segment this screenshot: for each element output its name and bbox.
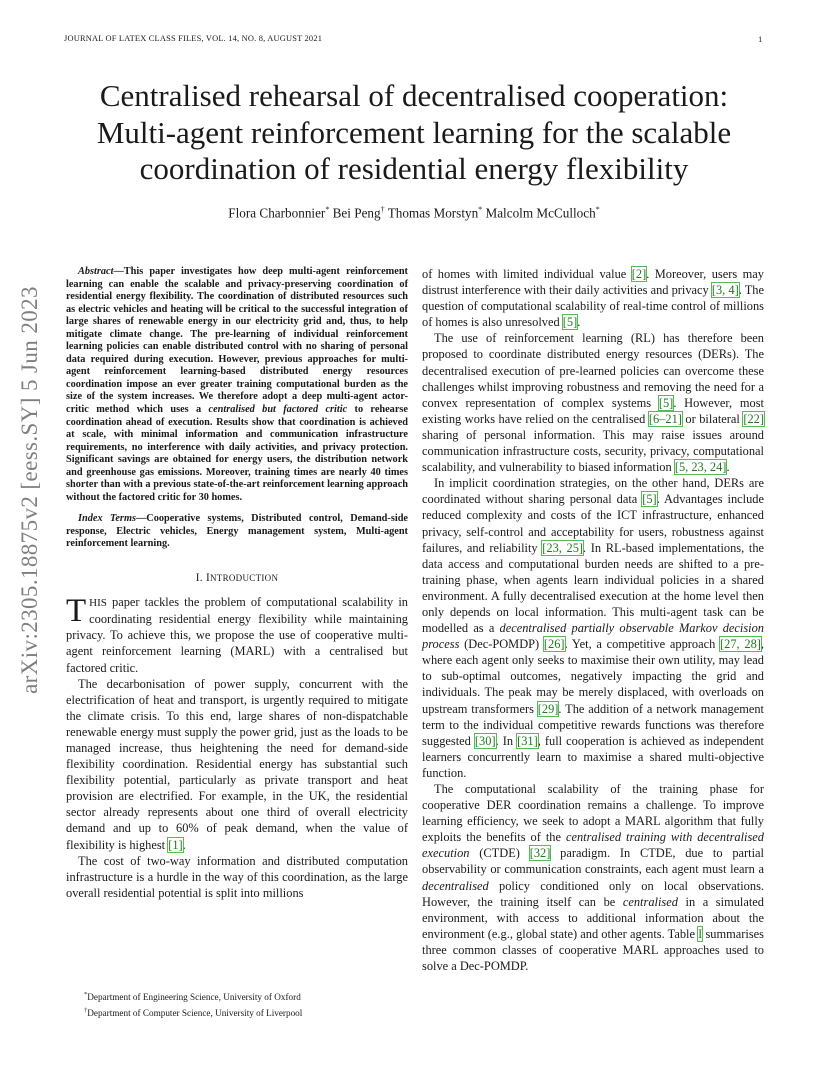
paper-title xyxy=(40,78,788,188)
paragraph-text: . xyxy=(726,460,730,475)
title-line-3: coordination of residential energy flexibility xyxy=(139,151,689,186)
index-terms-label: Index Terms xyxy=(78,513,136,525)
citation-link[interactable]: [32] xyxy=(529,846,551,861)
author-name: Bei Peng xyxy=(332,205,381,221)
paragraph-text: The cost of two-way information and distributed computation infrastructure is a hurdle in the way of this coordination, as the large overall residential potential is split into millions xyxy=(66,853,408,900)
footnote-mark: * xyxy=(84,991,88,998)
paragraph-text: In implicit coordination strategies, on the other hand, DERs are coordinated without sharing personal data xyxy=(422,476,764,507)
paragraph-text: The use of reinforcement learning (RL) has therefore been proposed to coordinate distributed energy resources (DERs). The decentralised execution of pre-learned policies can overcome these challenges whilst improving robustness and removing the need for a convex representation of complex systems xyxy=(422,331,764,410)
drop-cap: T xyxy=(66,593,87,630)
author-affiliation-mark: * xyxy=(478,205,483,214)
paragraph-text: summarises three common classes of cooperative MARL approaches used to solve a Dec-POMDP. xyxy=(422,926,764,974)
emphasized-term: decentralised xyxy=(422,878,489,893)
paragraph-text: . The addition of a network management term to the individual competitive rewards functions was therefore suggested xyxy=(422,701,764,748)
paragraph-text: paradigm. In CTDE, due to partial observability or communication constraints, each agent must learn a xyxy=(422,846,764,877)
emphasized-term: decentralised partially observable Markov decision process xyxy=(422,621,764,652)
right-paragraph-4 xyxy=(422,781,764,974)
paragraph-text: . In xyxy=(495,733,518,748)
paragraph-text: sharing of personal information. This may raise issues around communication infrastructure costs, security, privacy, computational scalability, and vulnerability to biased information xyxy=(422,427,764,475)
paragraph-text: . Moreover, users may distrust interference with their daily activities and privacy xyxy=(422,267,764,298)
footnote-mark: † xyxy=(84,1007,88,1015)
citation-link[interactable]: [2] xyxy=(631,267,647,281)
running-head: JOURNAL OF LATEX CLASS FILES, VOL. 14, NO. 8, AUGUST 2021 xyxy=(64,34,323,43)
arxiv-identifier: arXiv:2305.18875v2 [eess.SY] 5 Jun 2023 xyxy=(17,286,42,694)
intro-paragraph-3 xyxy=(66,853,408,901)
abstract xyxy=(66,266,408,504)
citation-link[interactable]: [23, 25] xyxy=(542,540,584,555)
drop-cap-lead: HIS xyxy=(89,597,107,610)
author-name: Thomas Morstyn xyxy=(387,205,479,221)
section-number: I. xyxy=(195,572,203,585)
table-reference-link[interactable]: I xyxy=(698,926,703,941)
section-heading-introduction xyxy=(66,570,408,586)
emphasized-term: centralised training with decentralised execution xyxy=(422,830,764,861)
citation-link[interactable]: [5] xyxy=(658,395,674,410)
paragraph-text: policy conditioned only on local observations. However, the training itself can be xyxy=(422,878,764,909)
title-line-2: Multi-agent reinforcement learning for the scalable xyxy=(96,114,732,150)
arxiv-stamp xyxy=(10,286,50,694)
author-name: Flora Charbonnier xyxy=(228,205,326,221)
paragraph-text: , full cooperation is achieved as independent learners concurrently learn to maximise a shared multi-objective function. xyxy=(422,733,764,780)
author-affiliation-mark: * xyxy=(595,205,600,214)
citation-link[interactable]: [27, 28] xyxy=(720,637,761,652)
author-affiliation-mark: * xyxy=(325,205,330,214)
abstract-emphasis: centralised but factored critic xyxy=(208,404,348,416)
paragraph-text: . In RL-based implementations, the data access and computational burden needs are shifted to a pre-training phase, when agents learn individual policies in a shared environment. A fully decentralised execution at the home level then only depends on local information. This multi-agent task can be modelled as a xyxy=(422,540,765,636)
paragraph-text: (Dec-POMDP) xyxy=(459,637,544,652)
right-column xyxy=(422,266,764,974)
footnote xyxy=(84,1004,404,1020)
abstract-text: to rehearse coordination ahead of execution. Results show that coordination is achieved at scale, with minimal information and communication infrastructure requirements, no interference with daily activities, and privacy protection. Significant savings are obtained for energy users, the distribution network and greenhouse gas emissions. Moreover, training times are nearly 40 times shorter than with a previous state-of-the-art reinforcement learning approach without the factored critic for 30 homes. xyxy=(66,404,408,503)
paragraph-text: . xyxy=(577,315,581,330)
footnotes xyxy=(84,988,404,1020)
footnote xyxy=(84,988,404,1004)
paragraph-text: or bilateral xyxy=(681,411,744,426)
paragraph-text: , where each agent only seeks to maximise their own utility, may lead to sub-optimal outcomes, negatively impacting the grid and individuals. The peak may be merely displaced, with overloads on upstream transformers xyxy=(422,637,765,716)
section-title-rest: NTRODUCTION xyxy=(209,573,279,584)
abstract-text: —This paper investigates how deep multi-agent reinforcement learning can enable the scalable and privacy-preserving coordination of residential energy flexibility. The coordination of distributed resources such as electric vehicles and heating will be critical to the successful integration of large shares of renewable energy in our electricity grid and, thus, to help mitigate climate change. The pre-learning of individual reinforcement learning policies can enable distributed control with no sharing of personal data required during execution. However, previous approaches for multi-agent reinforcement learning-based distributed energy resources coordination impose an ever greater training computational burden as the size of the system increases. We therefore adopt a deep multi-agent actor-critic method which uses a xyxy=(66,266,408,416)
emphasized-term: centralised xyxy=(622,894,678,909)
paragraph-text: . xyxy=(182,837,186,852)
citation-link[interactable]: [26] xyxy=(543,637,565,652)
citation-link[interactable]: [5] xyxy=(562,315,578,330)
index-terms-text: —Cooperative systems, Distributed control, Demand-side response, Electric vehicles, Energy management system, Multi-agent reinforcement learning. xyxy=(66,513,408,550)
page-number: 1 xyxy=(758,34,763,44)
abstract-label: Abstract xyxy=(78,266,114,277)
footnote-text: Department of Computer Science, University of Liverpool xyxy=(87,1008,303,1019)
intro-paragraph-1 xyxy=(66,594,408,675)
author-name: Malcolm McCulloch xyxy=(485,205,596,221)
paragraph-text: (CTDE) xyxy=(469,846,530,861)
paragraph-text: in a simulated environment, with access to additional information about the environment (e.g., global state) and other agents. Table xyxy=(422,894,764,941)
paragraph-text: paper tackles the problem of computational scalability in coordinating residential energy flexibility while maintaining privacy. To achieve this, we propose the use of cooperative multi-agent reinforcement learning (MARL) with a centralised but factored critic. xyxy=(66,595,408,675)
citation-link[interactable]: [6–21] xyxy=(648,411,682,426)
citation-link[interactable]: [31] xyxy=(517,733,538,748)
footnote-text: Department of Engineering Science, University of Oxford xyxy=(87,992,301,1003)
paragraph-text: . Yet, a competitive approach xyxy=(564,637,721,652)
citation-link[interactable]: [5, 23, 24] xyxy=(674,460,727,475)
right-paragraph-2 xyxy=(422,330,764,475)
right-paragraph-1 xyxy=(422,266,764,330)
index-terms xyxy=(66,513,408,551)
paragraph-text: of homes with limited individual value xyxy=(422,267,632,281)
intro-paragraph-2 xyxy=(66,676,408,853)
citation-link[interactable]: [5] xyxy=(642,492,657,507)
paragraph-text: . Advantages include reduced complexity and costs of the ICT infrastructure, enhanced privacy, self-control and acceptability for users, robustness against failures, and reliability xyxy=(422,492,764,555)
paragraph-text: The decarbonisation of power supply, concurrent with the electrification of heat and transport, is urgently required to mitigate the climate crisis. To this end, large shares of non-dispatchable renewable energy must supply the power grid, just as the loads to be managed increase, thus heightening the need for demand-side flexibility coordination. Residential energy has substantial such flexibility potential, particularly as private transport and heat provision are electrified. For example, in the UK, the residential sector already represents about one third of overall electricity demand and up to 60% of peak demand, when the value of flexibility is highest xyxy=(66,676,408,852)
author-list xyxy=(40,205,788,221)
right-paragraph-3 xyxy=(422,475,764,781)
citation-link[interactable]: [22] xyxy=(743,411,764,426)
paragraph-text: The computational scalability of the training phase for cooperative DER coordination remains a challenge. To improve learning efficiency, we seek to adopt a MARL algorithm that fully exploits the benefits of the xyxy=(422,782,764,845)
citation-link[interactable]: [1] xyxy=(168,837,183,852)
paragraph-text: . However, most existing works have relied on the centralised xyxy=(422,395,764,426)
citation-link[interactable]: [29] xyxy=(537,701,559,716)
section-title-initial: I xyxy=(205,572,210,585)
paragraph-text: . The question of computational scalability of real-time control of millions of homes is also unresolved xyxy=(422,283,764,330)
citation-link[interactable]: [30] xyxy=(474,733,496,748)
title-line-1: Centralised rehearsal of decentralised cooperation: xyxy=(99,78,729,113)
left-column xyxy=(66,266,408,901)
citation-link[interactable]: [3, 4] xyxy=(711,283,739,298)
author-affiliation-mark: † xyxy=(380,205,385,214)
